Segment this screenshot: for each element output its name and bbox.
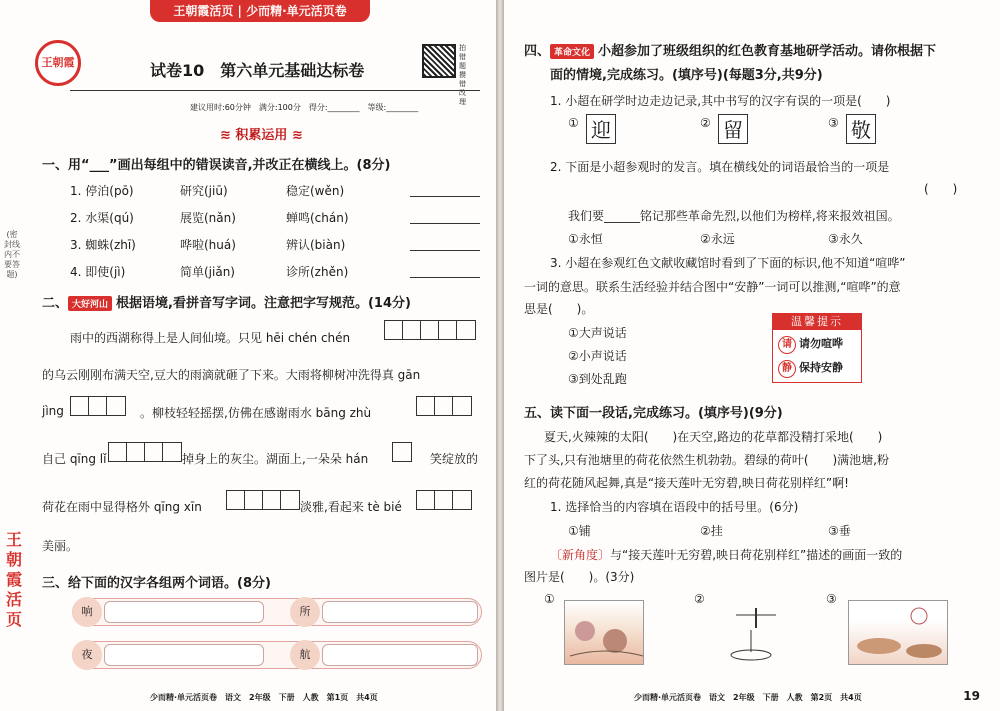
q1-item: 2. 水渠(qú) [70,211,134,225]
q2-text: 根据语境,看拼音写字词。注意把字写规范。(14分) [116,296,411,311]
char-pill: 夜 [72,640,102,670]
notice-icon: 静 [778,360,796,378]
footer: 少而精·单元活页卷 语文 2年级 下册 人教 第2页 共4页 [634,693,862,702]
q4-s3: 一词的意思。联系生活经验并结合图中“安静”一词可以推测,“喧哗”的意 [524,280,901,294]
q4-s3: 3. 小超在参观红色文献收藏馆时看到了下面的标识,他不知道“喧哗” [550,256,906,270]
left-page [0,0,496,711]
option: ②小声说话 [568,349,627,363]
dragonfly-icon [716,600,796,665]
opt-num: ② [700,116,711,130]
q2-text: 。柳枝轻轻摇摆,仿佛在感谢雨水 bāng zhù [140,406,372,420]
writing-grid[interactable] [392,442,412,462]
q4-s1: 1. 小超在研学时边走边记录,其中书写的汉字有误的一项是( ) [550,94,891,108]
q1-item: 辨认(biàn) [286,238,346,252]
notice-sign [772,313,862,383]
q5-text: 红的荷花随风起舞,真是“接天莲叶无穷碧,映日荷花别样红”啊! [524,476,849,490]
option: ②挂 [700,524,723,538]
q2-tag: 大好河山 [68,296,112,311]
writing-grid[interactable] [416,490,472,510]
q1-item: 稳定(wěn) [286,184,345,198]
lotus-pond-picture[interactable] [848,600,948,665]
q4-text: 小超参加了班级组织的红色教育基地研学活动。请你根据下 [598,44,937,59]
q5-tag: 〔新角度〕 [550,548,611,562]
q5-s2 [550,546,902,563]
option: ①大声说话 [568,326,627,340]
q4-tag: 革命文化 [550,44,594,59]
q5-text: 夏天,火辣辣的太阳( )在天空,路边的花草都没精打采地( ) [544,430,883,444]
q4-title [524,40,936,59]
q1-item: 1. 停泊(pō) [70,184,134,198]
notice-row [778,335,861,354]
option: ②永远 [700,232,735,246]
q4-s2: 2. 下面是小超参观时的发言。填在横线处的词语最恰当的一项是 [550,160,890,174]
q2-text: 笑绽放的 [430,452,479,466]
q2-text: 美丽。 [42,539,79,553]
opt-num: ③ [826,592,837,606]
q2-text: 的乌云刚刚布满天空,豆大的雨滴就砸了下来。大雨将柳树冲洗得真 gān [42,368,421,382]
answer-line[interactable] [410,196,480,197]
answer-line[interactable] [410,250,480,251]
opt-num: ② [694,592,705,606]
writing-grid[interactable] [416,396,472,416]
calligraphy-char: 留 [718,114,748,144]
lotus-pond-icon [849,601,949,666]
answer-box[interactable] [104,644,264,666]
notice-row [778,359,861,378]
divider [70,90,480,91]
writing-grid[interactable] [384,320,476,340]
q1-item: 研究(jiū) [180,184,228,198]
writing-grid[interactable] [226,490,300,510]
opt-num: ① [568,116,579,130]
opt-num: ③ [828,116,839,130]
option: ①永恒 [568,232,603,246]
q5-text: 与“接天莲叶无穷碧,映日荷花别样红”描述的画面一致的 [610,548,903,562]
q2-title: 二、 大好河山 根据语境,看拼音写字词。注意把字写规范。(14分) [42,296,411,311]
brand-banner: 王朝霞活页 | 少而精·单元活页卷 [150,0,370,22]
q1-item: 诊所(zhěn) [286,265,349,279]
footer: 少而精·单元活页卷 语文 2年级 下册 人教 第1页 共4页 [150,693,378,702]
option: ③到处乱跑 [568,372,627,386]
q1-item: 3. 蜘蛛(zhī) [70,238,136,252]
sidebar-note: (密封线内不要答题) [4,230,20,279]
q2-text: 掉身上的灰尘。湖面上,一朵朵 hán [182,452,369,466]
q2-text: jìng [42,404,64,418]
section-heading: ≋ 积累运用 ≋ [220,128,303,143]
answer-line[interactable] [410,277,480,278]
q5-title: 五、读下面一段话,完成练习。(填序号)(9分) [524,406,783,421]
q4-text: 面的情境,完成练习。(填序号)(每题3分,共9分) [550,68,823,83]
q1-item: 4. 即使(jì) [70,265,126,279]
option: ③垂 [828,524,851,538]
option: ③永久 [828,232,863,246]
char-pill: 所 [290,597,320,627]
answer-box[interactable] [322,644,478,666]
q5-s1: 1. 选择恰当的内容填在语段中的括号里。(6分) [550,500,799,514]
q1-title: 一、用“___”画出每组中的错误读音,并改正在横线上。(8分) [42,158,391,173]
char-pill: 响 [72,597,102,627]
notice-icon: 请 [778,336,796,354]
calligraphy-char: 迎 [586,114,616,144]
q4-num: 四、 [524,44,551,59]
q2-text: 淡雅,看起来 tè bié [300,500,402,514]
answer-box[interactable] [104,601,264,623]
q4-s2b: 我们要______铭记那些革命先烈,以他们为榜样,将来报效祖国。 [568,209,900,223]
q2-text: 荷花在雨中显得格外 qīng xīn [42,500,202,514]
exam-meta: 建议用时:60分钟 满分:100分 得分:________ 等级:________ [190,103,419,112]
q2-text: 自己 qīng lǐ [42,452,107,466]
q4-s3: 思是( )。 [524,302,594,316]
q5-s2: 图片是( )。(3分) [524,570,635,584]
page-title: 试卷10 第六单元基础达标卷 [150,61,365,80]
q1-item: 哗啦(huá) [180,238,236,252]
right-page [504,0,1000,711]
lotus-icon [565,601,645,666]
opt-num: ① [544,592,555,606]
answer-box[interactable] [322,601,478,623]
char-pill: 航 [290,640,320,670]
q3-title: 三、给下面的汉字各组两个词语。(8分) [42,576,271,591]
qr-caption: 拍错题攒错改理 [459,44,466,106]
dragonfly-picture[interactable] [716,600,796,665]
q5-text: 下了头,只有池塘里的荷花依然生机勃勃。碧绿的荷叶( )满池塘,粉 [524,453,889,467]
gutter [496,0,504,711]
lotus-picture[interactable] [564,600,644,665]
calligraphy-char: 敬 [846,114,876,144]
option: ①铺 [568,524,591,538]
q1-item: 蝉鸣(chán) [286,211,349,225]
writing-grid[interactable] [108,442,182,462]
qr-code-icon [422,44,456,78]
writing-grid[interactable] [70,396,126,416]
notice-text: 保持安静 [799,361,843,374]
notice-text: 请勿喧哗 [799,337,843,350]
answer-paren[interactable]: ( ) [924,182,958,196]
q1-item: 展览(nǎn) [180,211,236,225]
q1-item: 简单(jiǎn) [180,265,235,279]
logo: 王朝霞 [35,40,81,86]
notice-head: 温馨提示 [773,314,861,330]
page-number: 19 [963,689,980,703]
side-brand: 王朝霞活页 [5,530,22,629]
q2-text: 雨中的西湖称得上是人间仙境。只见 hēi chén chén [70,331,351,345]
answer-line[interactable] [410,223,480,224]
